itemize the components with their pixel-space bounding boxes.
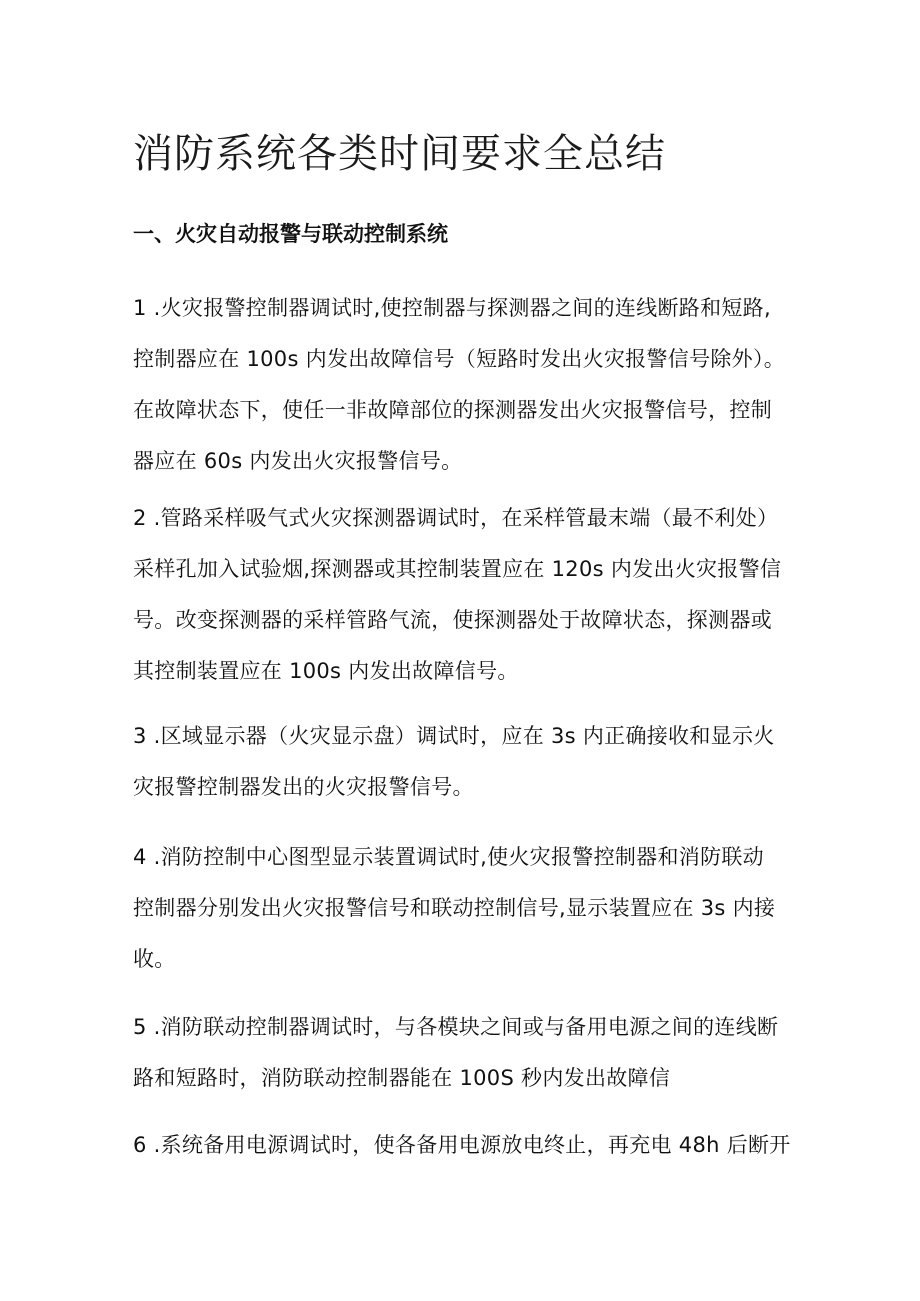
clause-1 [133,283,793,487]
clause-3-line: 灾报警控制器发出的火灾报警信号。 [133,775,474,799]
clause-4-line: 控制器分别发出火灾报警信号和联动控制信号,显示装置应在 3s 内接 [133,896,776,920]
clause-4-line: 收。 [133,947,176,971]
clause-2-line: 采样孔加入试验烟,探测器或其控制装置应在 120s 内发出火灾报警信 [133,557,782,581]
section-heading: 一、火灾自动报警与联动控制系统 [133,222,448,246]
clause-4-line: 4 .消防控制中心图型显示装置调试时,使火灾报警控制器和消防联动 [133,845,764,869]
clause-1-line: 控制器应在 100s 内发出故障信号（短路时发出火灾报警信号除外）。 [133,347,786,371]
clause-2-line: 其控制装置应在 100s 内发出故障信号。 [133,659,519,683]
clause-1-line: 在故障状态下，使任一非故障部位的探测器发出火灾报警信号，控制 [133,398,772,422]
clause-6-line: 6 .系统备用电源调试时，使各备用电源放电终止，再充电 48h 后断开 [133,1133,791,1157]
clause-3-line: 3 .区域显示器（火灾显示盘）调试时，应在 3s 内正确接收和显示火 [133,724,775,748]
clause-2-line: 2 .管路采样吸气式火灾探测器调试时，在采样管最末端（最不利处） [133,506,779,530]
clause-1-line: 1 .火灾报警控制器调试时,使控制器与探测器之间的连线断路和短路, [133,296,771,320]
clause-2-line: 号。改变探测器的采样管路气流，使探测器处于故障状态，探测器或 [133,608,772,632]
clause-5-line: 路和短路时，消防联动控制器能在 100S 秒内发出故障信 [133,1066,671,1090]
clause-5-line: 5 .消防联动控制器调试时，与各模块之间或与备用电源之间的连线断 [133,1015,779,1039]
clause-4 [133,832,793,985]
clause-2 [133,493,793,697]
document-title: 消防系统各类时间要求全总结 [133,131,666,177]
clause-5 [133,1002,793,1104]
clause-3 [133,711,793,813]
clause-6 [133,1120,793,1171]
clause-1-line: 器应在 60s 内发出火灾报警信号。 [133,449,463,473]
